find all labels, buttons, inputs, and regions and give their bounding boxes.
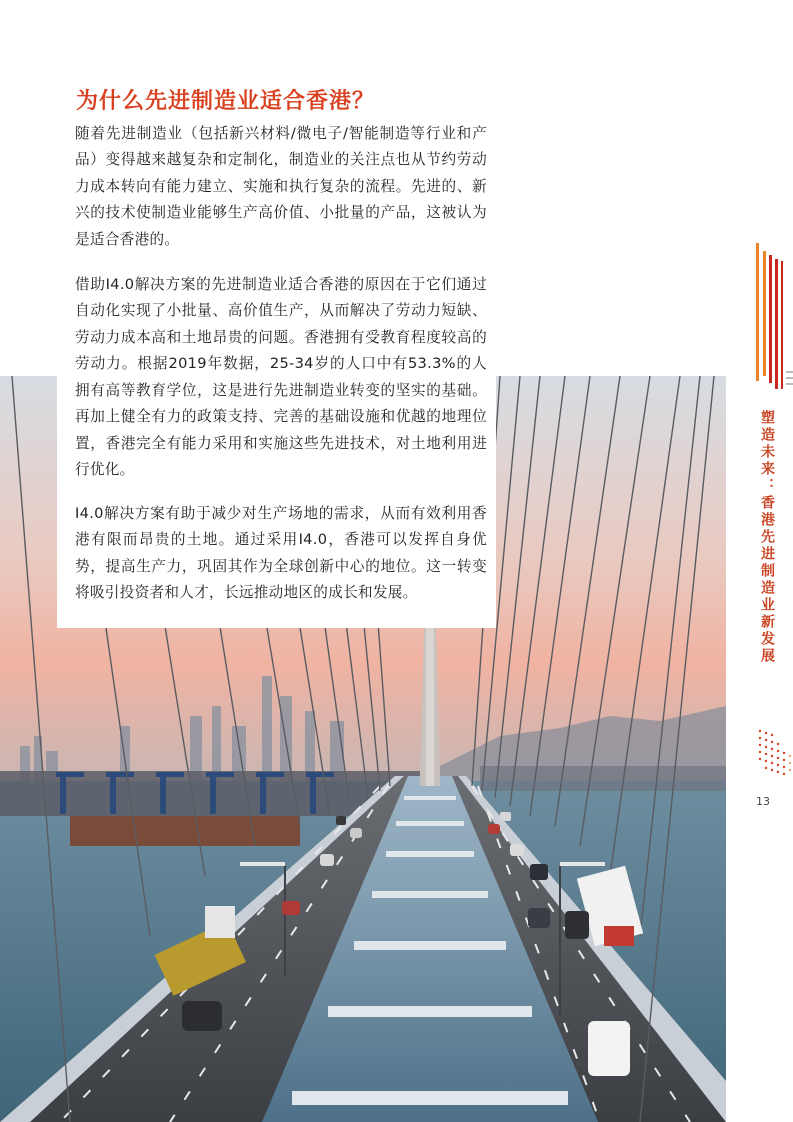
paragraph-3: I4.0解决方案有助于减少对生产场地的需求，从而有效利用香港有限而昂贵的土地。通过采用I4.0，香港可以发挥自身优势，提高生产力，巩固其作为全球创新中心的地位。这一转变将吸引投资者和人才，长远推动地区的成长和发展。 bbox=[75, 504, 487, 602]
page-number: 13 bbox=[756, 795, 770, 808]
decorative-dots bbox=[757, 728, 793, 778]
paragraph-2: 借助I4.0解决方案的先进制造业适合香港的原因在于它们通过自动化实现了小批量、高价值生产，从而解决了劳动力短缺、劳动力成本高和土地昂贵的问题。香港拥有受教育程度较高的劳动力。根据2019年数据，25-34岁的人口中有53.3%的人拥有高等教育学位，这是进行先进制造业转变的坚实的基础。再加上健全有力的政策支持、完善的基础设施和优越的地理位置，香港完全有能力采用和实施这些先进技术，对土地利用进行优化。 bbox=[75, 275, 487, 479]
paragraph-1: 随着先进制造业（包括新兴材料/微电子/智能制造等行业和产品）变得越来越复杂和定制化，制造业的关注点也从节约劳动力成本转向有能力建立、实施和执行复杂的流程。先进的、新兴的技术使制造业能够生产高价值、小批量的产品，这被认为是适合香港的。 bbox=[75, 124, 487, 248]
decorative-stripes bbox=[756, 243, 793, 393]
section-heading: 为什么先进制造业适合香港？ bbox=[76, 89, 376, 115]
side-title: 塑造未来：香港先进制造业新发展 bbox=[759, 410, 775, 665]
